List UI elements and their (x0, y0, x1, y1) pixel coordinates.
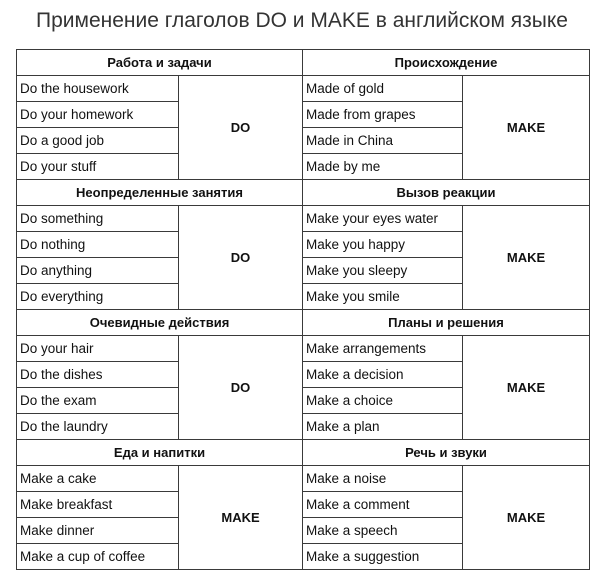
phrase-cell: Do the laundry (17, 414, 179, 440)
phrase-cell: Do nothing (17, 232, 179, 258)
phrase-cell: Do your stuff (17, 154, 179, 180)
do-make-table (16, 49, 590, 570)
phrase-cell: Do a good job (17, 128, 179, 154)
verb-cell: DO (179, 336, 303, 440)
phrase-cell: Make a noise (303, 466, 463, 492)
phrase-cell: Do your homework (17, 102, 179, 128)
phrase-cell: Do the dishes (17, 362, 179, 388)
table-row (17, 466, 590, 492)
verb-cell: MAKE (179, 466, 303, 570)
phrase-cell: Do anything (17, 258, 179, 284)
section-header-row (17, 440, 590, 466)
verb-cell: MAKE (463, 76, 590, 180)
section-header-row (17, 310, 590, 336)
phrase-cell: Make dinner (17, 518, 179, 544)
verb-cell: MAKE (463, 466, 590, 570)
phrase-cell: Make a comment (303, 492, 463, 518)
phrase-cell: Make your eyes water (303, 206, 463, 232)
phrase-cell: Do something (17, 206, 179, 232)
verb-cell: DO (179, 76, 303, 180)
category-header: Происхождение (303, 50, 590, 76)
verb-cell: MAKE (463, 336, 590, 440)
phrase-cell: Made of gold (303, 76, 463, 102)
phrase-cell: Make a speech (303, 518, 463, 544)
table-row (17, 76, 590, 102)
phrase-cell: Do the housework (17, 76, 179, 102)
category-header: Очевидные действия (17, 310, 303, 336)
category-header: Вызов реакции (303, 180, 590, 206)
phrase-cell: Make you sleepy (303, 258, 463, 284)
phrase-cell: Make a cup of coffee (17, 544, 179, 570)
phrase-cell: Make you happy (303, 232, 463, 258)
phrase-cell: Make a suggestion (303, 544, 463, 570)
verb-cell: MAKE (463, 206, 590, 310)
section-header-row (17, 180, 590, 206)
phrase-cell: Made from grapes (303, 102, 463, 128)
verb-cell: DO (179, 206, 303, 310)
category-header: Планы и решения (303, 310, 590, 336)
phrase-cell: Made by me (303, 154, 463, 180)
phrase-cell: Do everything (17, 284, 179, 310)
phrase-cell: Make a plan (303, 414, 463, 440)
phrase-cell: Make a decision (303, 362, 463, 388)
phrase-cell: Made in China (303, 128, 463, 154)
category-header: Речь и звуки (303, 440, 590, 466)
page-title: Применение глаголов DO и MAKE в английском языке (36, 9, 568, 32)
section-header-row (17, 50, 590, 76)
phrase-cell: Make you smile (303, 284, 463, 310)
category-header: Еда и напитки (17, 440, 303, 466)
category-header: Работа и задачи (17, 50, 303, 76)
phrase-cell: Make a cake (17, 466, 179, 492)
table-row (17, 206, 590, 232)
table-row (17, 336, 590, 362)
phrase-cell: Do your hair (17, 336, 179, 362)
phrase-cell: Make arrangements (303, 336, 463, 362)
phrase-cell: Do the exam (17, 388, 179, 414)
category-header: Неопределенные занятия (17, 180, 303, 206)
phrase-cell: Make a choice (303, 388, 463, 414)
phrase-cell: Make breakfast (17, 492, 179, 518)
